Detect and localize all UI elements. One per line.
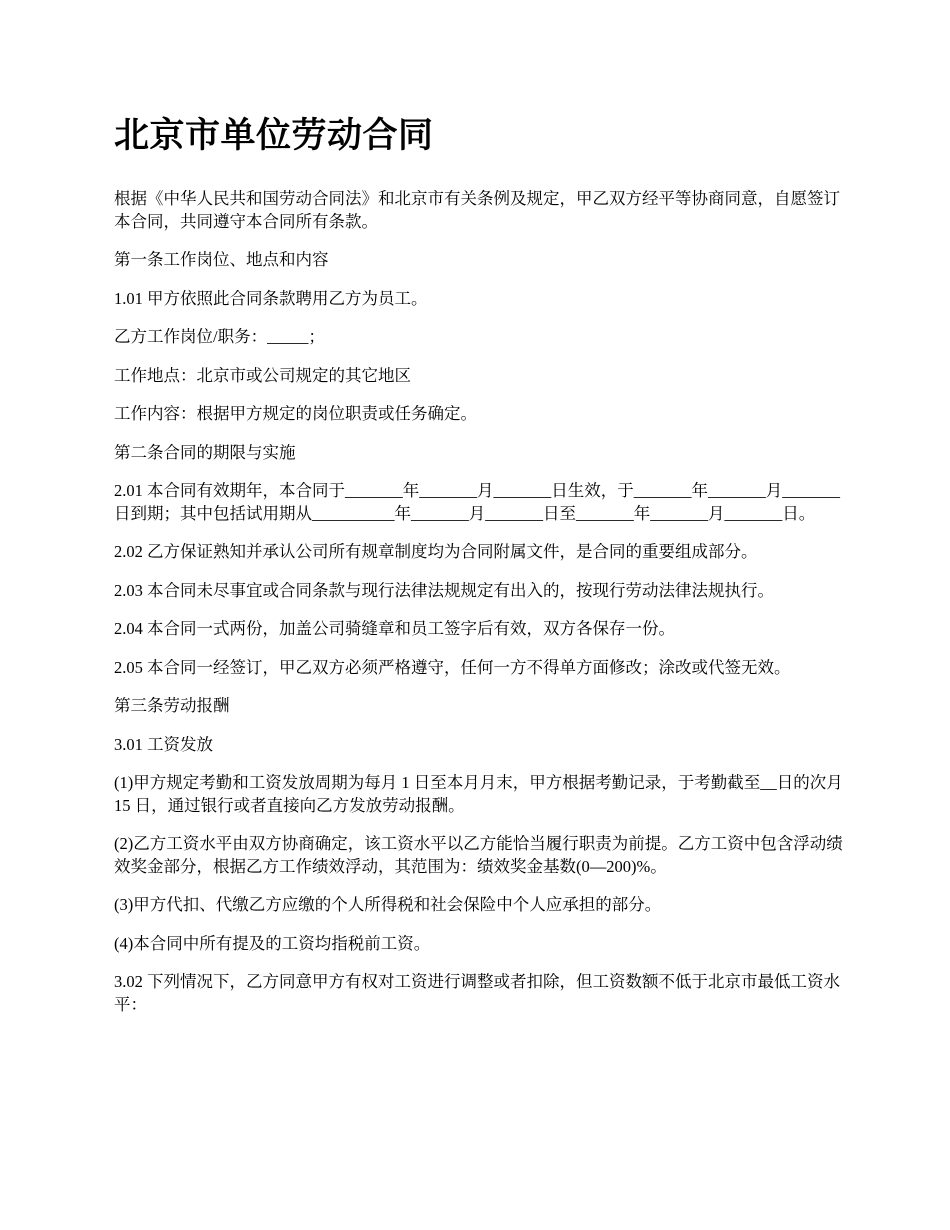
clause-2-04: 2.04 本合同一式两份，加盖公司骑缝章和员工签字后有效，双方各保存一份。 <box>114 619 675 638</box>
clause-3-01-item-2: (2)乙方工资水平由双方协商确定，该工资水平以乙方能恰当履行职责为前提。乙方工资中包含浮动绩效奖金部分，根据乙方工作绩效浮动，其范围为：绩效奖金基数(0—200)%。 <box>114 834 843 876</box>
clause-2-05: 2.05 本合同一经签订，甲乙双方必须严格遵守，任何一方不得单方面修改；涂改或代签无效。 <box>114 657 791 677</box>
clause-2-03: 2.03 本合同未尽事宜或合同条款与现行法律法规规定有出入的，按现行劳动法律法规执行。 <box>114 580 774 600</box>
work-content-line: 工作内容：根据甲方规定的岗位职责或任务确定。 <box>114 404 477 423</box>
clause-3-01-item-1: (1)甲方规定考勤和工资发放周期为每月 1 日至本月月末，甲方根据考勤记录，于考勤截至__日的次月 15 日，通过银行或者直接向乙方发放劳动报酬。 <box>114 773 843 815</box>
article-2-heading: 第二条合同的期限与实施 <box>114 442 296 462</box>
article-3-heading: 第三条劳动报酬 <box>114 696 230 715</box>
clause-3-02: 3.02 下列情况下，乙方同意甲方有权对工资进行调整或者扣除，但工资数额不低于北京市最低工资水平： <box>114 972 840 1014</box>
clause-1-01: 1.01 甲方依照此合同条款聘用乙方为员工。 <box>114 288 428 308</box>
clause-2-01: 2.01 本合同有效期年，本合同于_______年_______月_______日生效，于_______年_______月_______日到期；其中包括试用期从__________年_______月_______日至_______年_______月_______日。 <box>114 481 840 523</box>
clause-3-01-item-3: (3)甲方代扣、代缴乙方应缴的个人所得税和社会保险中个人应承担的部分。 <box>114 895 662 914</box>
document-page <box>114 112 854 1032</box>
document-title: 北京市单位劳动合同 <box>114 116 434 155</box>
article-1-heading: 第一条工作岗位、地点和内容 <box>114 250 329 269</box>
clause-2-02: 2.02 乙方保证熟知并承认公司所有规章制度均为合同附属文件，是合同的重要组成部分。 <box>114 542 758 561</box>
job-position-line: 乙方工作岗位/职务：_____； <box>114 327 325 346</box>
clause-3-01: 3.01 工资发放 <box>114 734 213 754</box>
work-location-line: 工作地点：北京市或公司规定的其它地区 <box>114 365 411 385</box>
preamble-paragraph: 根据《中华人民共和国劳动合同法》和北京市有关条例及规定，甲乙双方经平等协商同意，自愿签订本合同，共同遵守本合同所有条款。 <box>114 189 840 231</box>
clause-3-01-item-4: (4)本合同中所有提及的工资均指税前工资。 <box>114 933 431 953</box>
